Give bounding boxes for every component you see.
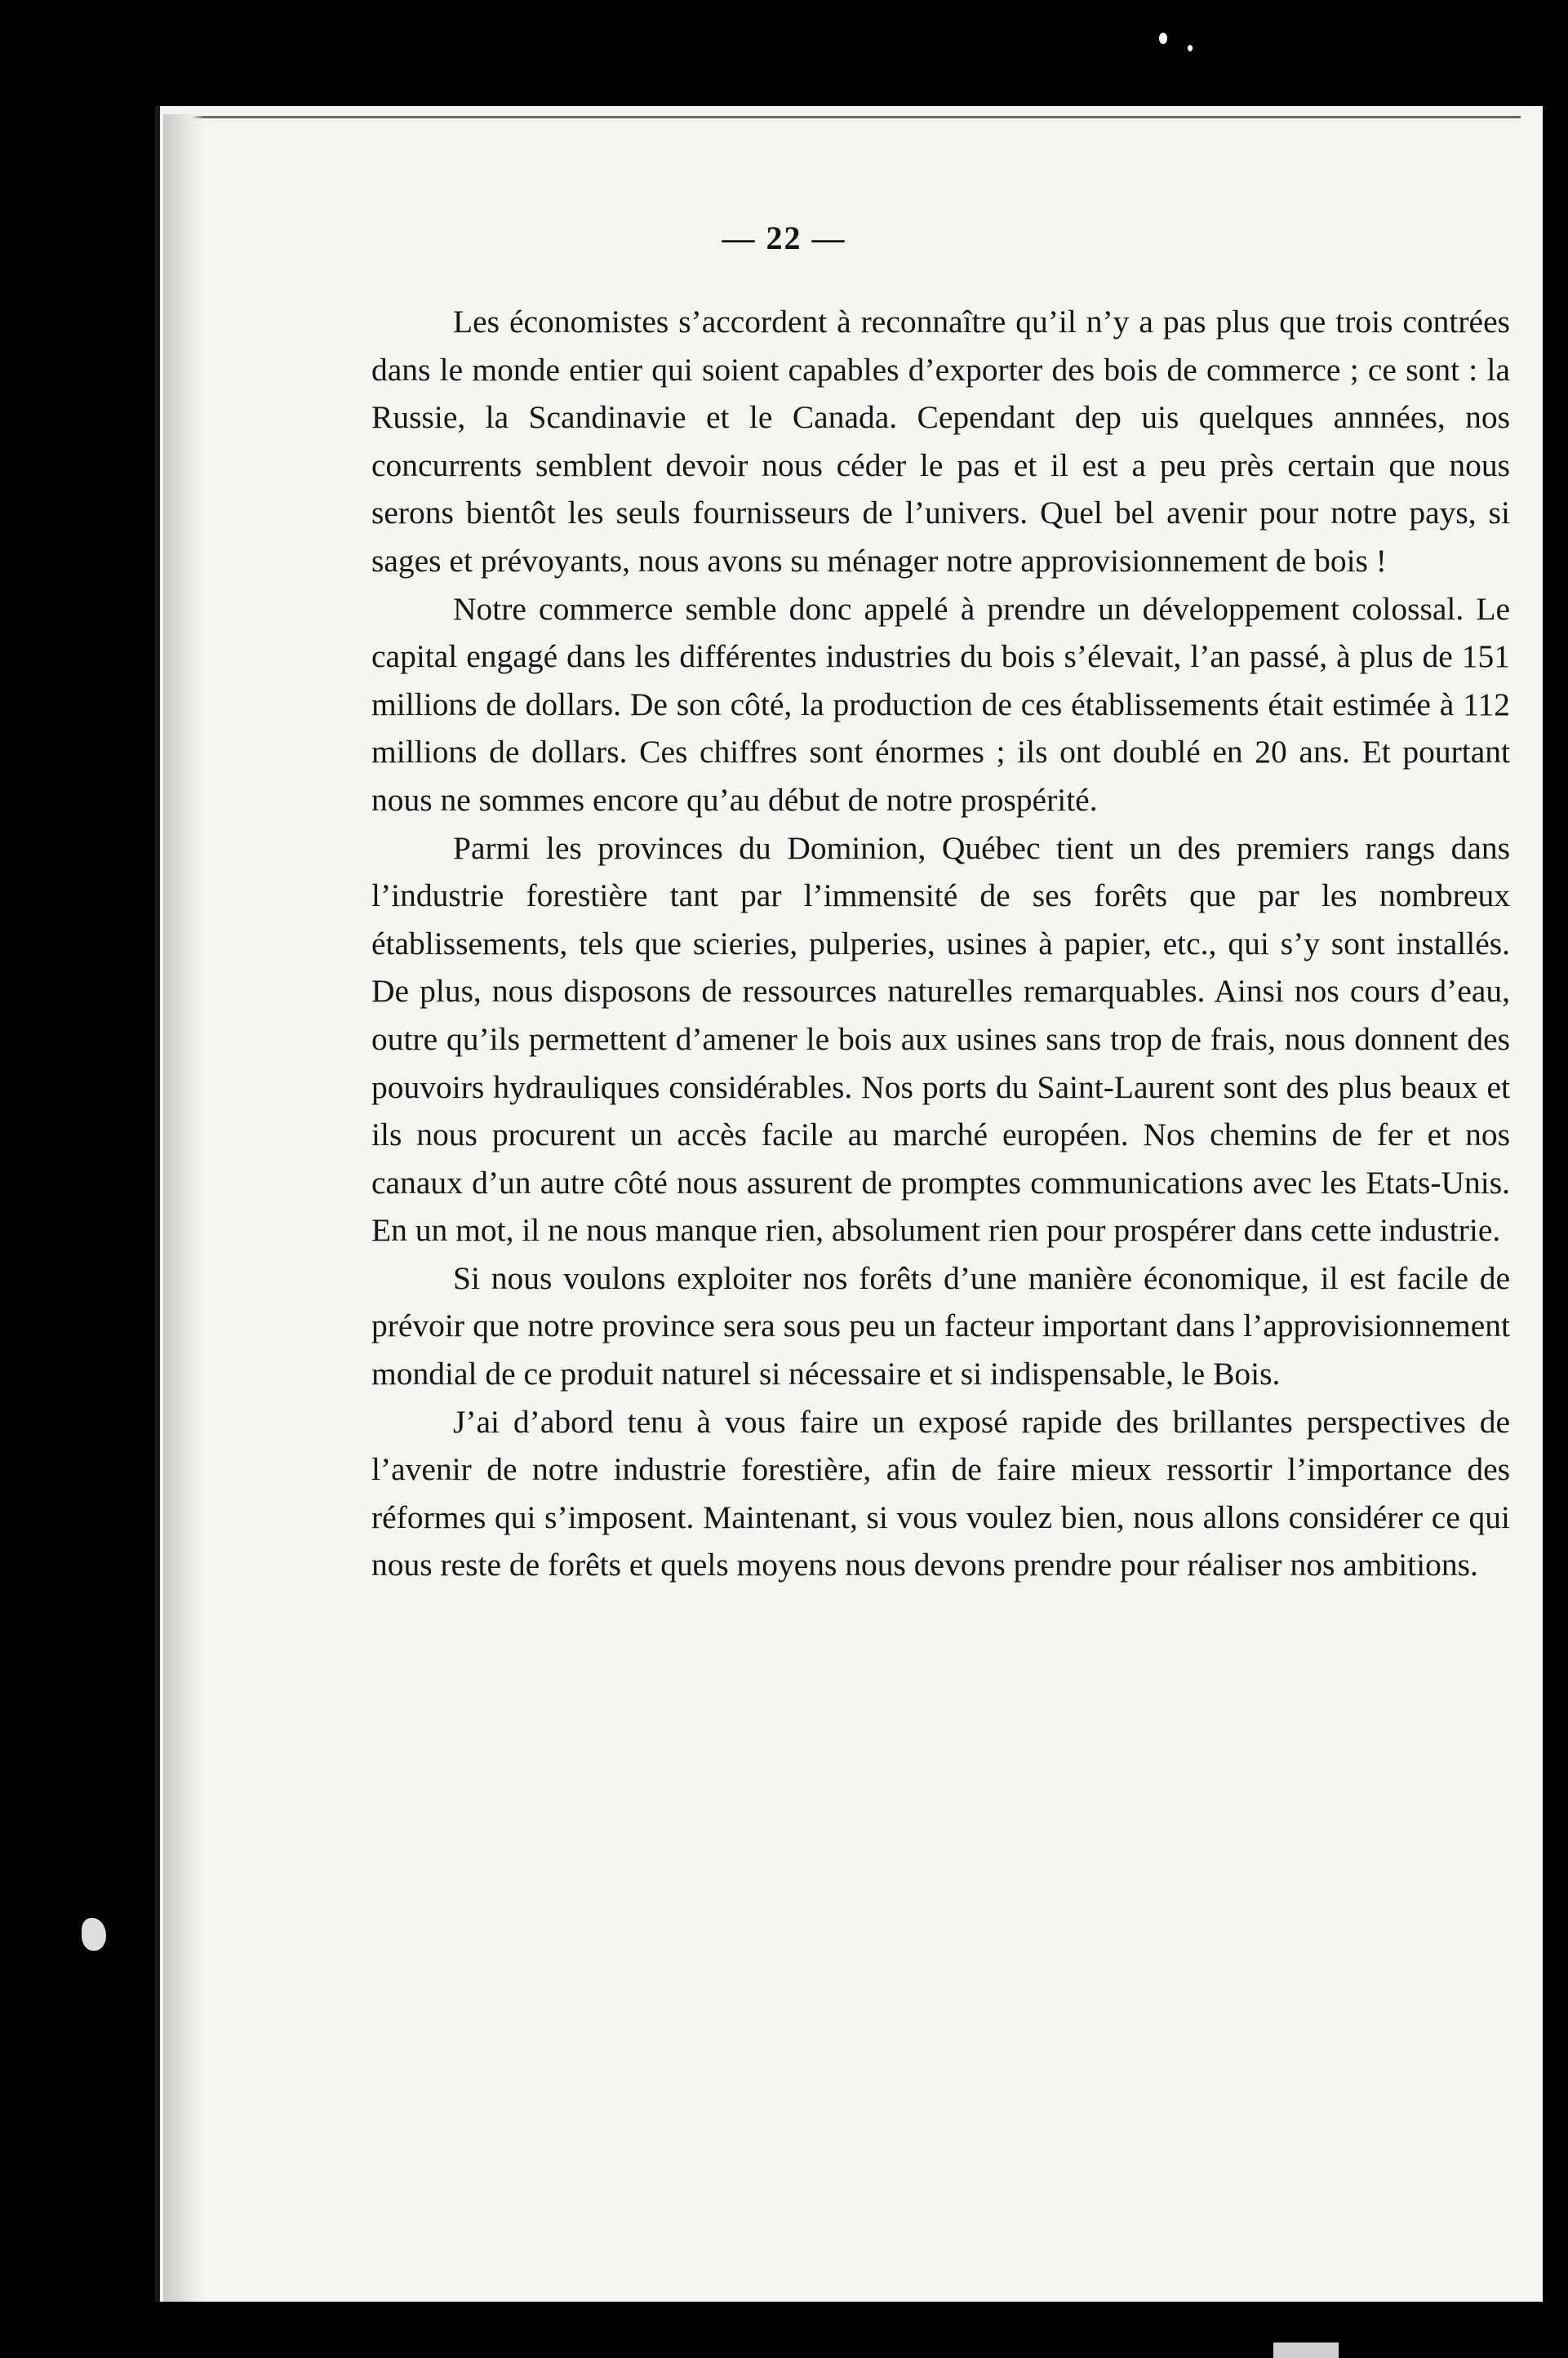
scan-speck [1188, 45, 1193, 51]
paragraph-1: Les économistes s’accordent à reconnaître qu’il n’y a pas plus que trois contrées dans le monde entier qui soient capables d’exporter des bois de commerce ; ce sont : la Russie, la Scandinavie et le Canada. Cependant dep uis quelques annnées, nos concurrents semblent devoir nous céder le pas et il est a peu près certain que nous serons bientôt les seuls fournisseurs de l’univers. Quel bel avenir pour notre pays, si sages et prévoyants, nous avons su ménager notre approvisionnement de bois ! [371, 304, 1510, 579]
paragraph-4: Si nous voulons exploiter nos forêts d’une manière économique, il est facile de prévoir que notre province sera sous peu un facteur important dans l’approvisionnement mondial de ce produit naturel si nécessaire et si indispensable, le Bois. [371, 1259, 1510, 1392]
scan-artifact [1273, 2342, 1339, 2358]
page-shadow-edge [163, 114, 204, 2302]
paragraph-2: Notre commerce semble donc appelé à prendre un développement colossal. Le capital engagé dans les différentes industries du bois s’élevait, l’an passé, à plus de 151 millions de dollars. De son côté, la production de ces établissements était estimée à 112 millions de dollars. Ces chiffres sont énormes ; ils ont doublé en 20 ans. Et pourtant nous ne sommes encore qu’au début de notre prospérité. [371, 590, 1510, 818]
body-text [371, 298, 1510, 1589]
page-number: — 22 — [722, 220, 846, 256]
paragraph-3: Parmi les provinces du Dominion, Québec tient un des premiers rangs dans l’industrie forestière tant par l’immensité de ses forêts que par les nombreux établissements, tels que scieries, pulperies, usines à papier, etc., qui s’y sont installés. De plus, nous disposons de ressources naturelles remarquables. Ainsi nos cours d’eau, outre qu’ils permettent d’amener le bois aux usines sans trop de frais, nous donnent des pouvoirs hydrauliques considérables. Nos ports du Saint-Laurent sont des plus beaux et ils nous procurent un accès facile au marché européen. Nos chemins de fer et nos canaux d’un autre côté nous assurent de promptes communications avec les Etats-Unis. En un mot, il ne nous manque rien, absolument rien pour prospérer dans cette industrie. [371, 829, 1510, 1249]
scan-artifact [82, 1918, 106, 1951]
scan-speck [1159, 33, 1167, 44]
paragraph-5: J’ai d’abord tenu à vous faire un exposé rapide des brillantes perspectives de l’avenir de notre industrie forestière, afin de faire mieux ressortir l’importance des réformes qui s’imposent. Maintenant, si vous voulez bien, nous allons considérer ce qui nous reste de forêts et quels moyens nous devons prendre pour réaliser nos ambitions. [371, 1403, 1510, 1583]
